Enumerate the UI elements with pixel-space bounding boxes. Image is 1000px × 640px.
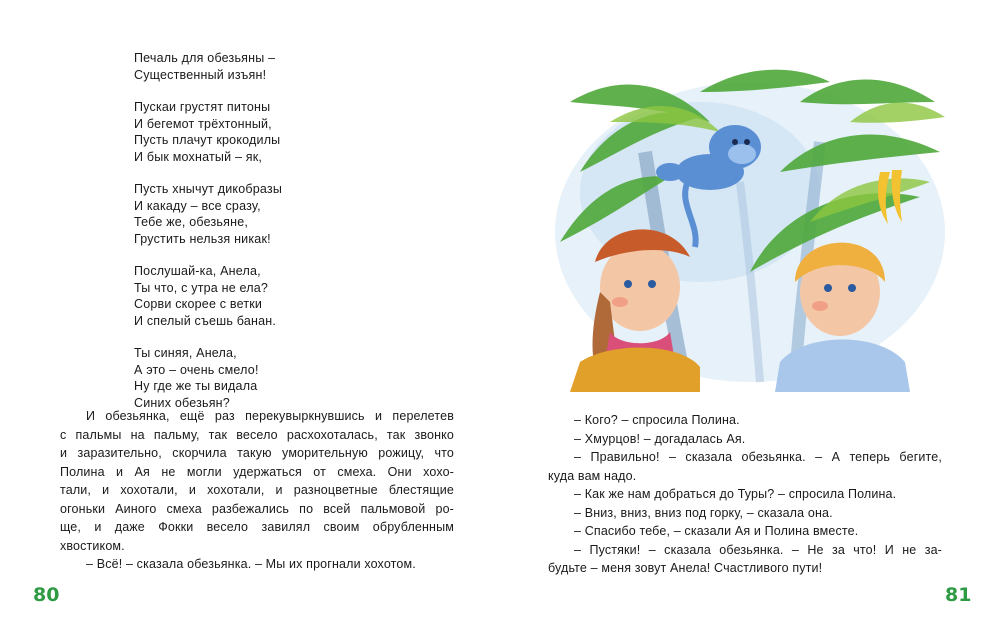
prose-block (60, 407, 454, 574)
paragraph (60, 555, 454, 574)
poem-line: И спелый съешь банан. (134, 313, 277, 328)
text-line: и заразительно, скорчила такую уморительную рожицу, что (60, 446, 454, 460)
poem-line: И какаду – все сразу, (134, 198, 261, 213)
poem-line: Синих обезьян? (134, 395, 230, 410)
dialogue-line: – Как же нам добраться до Туры? – спросила Полина. (574, 487, 897, 501)
poem-line: Печаль для обезьяны – (134, 51, 276, 65)
page-number: 80 (33, 584, 60, 606)
poem-line: Ты синяя, Анела, (134, 346, 237, 360)
poem-stanza (134, 345, 394, 411)
poem-line: Пускаи грустят питоны (134, 100, 271, 114)
poem-line: Тебе же, обезьяне, (134, 215, 249, 229)
text-line: хвостиком. (60, 538, 125, 553)
poem-line: Пусть плачут крокодилы (134, 133, 281, 147)
dialogue-line: – Пустяки! – сказала обезьянка. – Не за что! И не за- (574, 542, 942, 557)
dialogue-line: – Хмурцов! – догадалась Ая. (574, 431, 746, 446)
paragraph (548, 448, 942, 485)
paragraph (548, 504, 942, 523)
dialogue-line: – Спасибо тебе, – сказали Ая и Полина вместе. (574, 524, 859, 538)
poem-line: Существенный изъян! (134, 67, 267, 82)
paragraph (548, 485, 942, 504)
dialogue-line: – Правильно! – сказала обезьянка. – А теперь бегите, (574, 450, 942, 464)
poem-line: И бегемот трёхтонный, (134, 116, 272, 131)
dialogue-line: – Кого? – спросила Полина. (574, 413, 740, 427)
poem-stanza (134, 181, 394, 247)
poem-line: Пусть хнычут дикобразы (134, 182, 283, 196)
poem-line: Грустить нельзя никак! (134, 231, 271, 246)
paragraph (548, 411, 942, 430)
text-line: И обезьянка, ещё раз перекувыркнувшись и перелетев (86, 409, 454, 423)
text-line: с пальмы на пальму, так весело расхохоталась, так звонко (60, 427, 454, 442)
poem-stanza (134, 263, 394, 329)
paragraph (548, 541, 942, 578)
text-line: огоньки Аиного смеха разбежались по всей пальмовой ро- (60, 501, 454, 516)
paragraph (60, 407, 454, 555)
poem-line: И бык мохнатый – як, (134, 149, 263, 164)
poem (134, 50, 394, 427)
text-line: ще, и даже Фокки весело завилял своим обрубленным (60, 520, 454, 534)
paragraph (548, 430, 942, 449)
poem-line: А это – очень смело! (134, 362, 259, 377)
dialogue-block (548, 411, 942, 578)
poem-line: Ну где же ты видала (134, 379, 258, 393)
paragraph (548, 522, 942, 541)
poem-line: Ты что, с утра не ела? (134, 280, 269, 295)
dialogue-line: – Вниз, вниз, вниз под горку, – сказала она. (574, 505, 833, 520)
dialogue-line: куда вам надо. (548, 468, 637, 483)
text-line: тали, и хохотали, и хохотали, и разноцветные блестящие (60, 483, 454, 497)
page-number: 81 (945, 584, 972, 606)
dialogue-line: будьте – меня зовут Анела! Счастливого пути! (548, 561, 823, 575)
poem-stanza (134, 99, 394, 165)
watercolor-monkey-palms-illustration (550, 62, 950, 392)
poem-line: Сорви скорее с ветки (134, 297, 263, 311)
text-line: Полина и Ая не могли удержаться от смеха. Они хохо- (60, 464, 454, 479)
poem-stanza (134, 50, 394, 83)
poem-line: Послушай-ка, Анела, (134, 264, 261, 278)
text-line: – Всё! – сказала обезьянка. – Мы их прогнали хохотом. (86, 557, 416, 571)
